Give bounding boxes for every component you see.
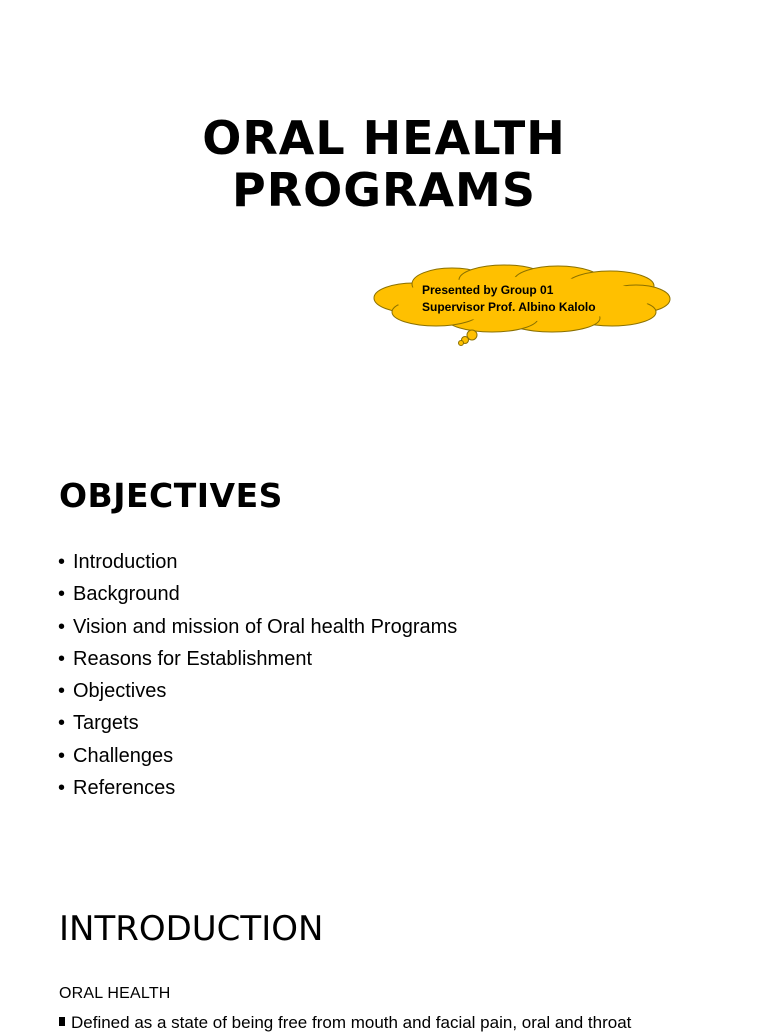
objectives-heading: OBJECTIVES — [59, 476, 283, 515]
list-item — [58, 740, 457, 772]
page-title — [0, 112, 768, 216]
title-line-2: PROGRAMS — [232, 163, 536, 217]
callout-text — [422, 282, 596, 316]
list-item — [58, 611, 457, 643]
bullet-icon: • — [58, 712, 66, 735]
list-item — [58, 675, 457, 707]
list-item-label: Challenges — [73, 744, 174, 767]
list-item — [58, 578, 457, 610]
list-item-label: References — [73, 777, 176, 800]
square-bullet-icon — [59, 1017, 65, 1026]
definition-text — [59, 1012, 759, 1034]
list-item — [58, 772, 457, 804]
presenter-line: Presented by Group 01 — [422, 283, 554, 297]
list-item-label: Background — [73, 583, 180, 606]
objectives-slide — [0, 400, 768, 870]
bullet-icon: • — [58, 680, 66, 703]
title-line-1: ORAL HEALTH — [202, 111, 566, 165]
definition-line: Defined as a state of being free from mouth and facial pain, oral and throat — [71, 1013, 632, 1032]
bullet-icon: • — [58, 583, 66, 606]
list-item — [58, 546, 457, 578]
list-item-label: Reasons for Establishment — [73, 647, 313, 670]
thought-cloud-callout — [372, 262, 674, 350]
introduction-slide — [0, 870, 768, 1032]
introduction-heading: INTRODUCTION — [59, 909, 324, 949]
bullet-icon: • — [58, 615, 66, 638]
bullet-icon: • — [58, 551, 66, 573]
list-item-label: Vision and mission of Oral health Programs — [73, 615, 458, 638]
bullet-icon: • — [58, 744, 66, 767]
objectives-list — [58, 546, 457, 804]
list-item-label: Targets — [73, 712, 139, 735]
list-item-label: Introduction — [73, 551, 178, 573]
list-item — [58, 643, 457, 675]
oral-health-subheading: ORAL HEALTH — [59, 985, 171, 1002]
title-slide — [0, 0, 768, 400]
list-item — [58, 707, 457, 739]
supervisor-line: Supervisor Prof. Albino Kalolo — [422, 300, 596, 314]
bullet-icon: • — [58, 777, 66, 800]
bullet-icon: • — [58, 647, 66, 670]
list-item-label: Objectives — [73, 680, 167, 703]
